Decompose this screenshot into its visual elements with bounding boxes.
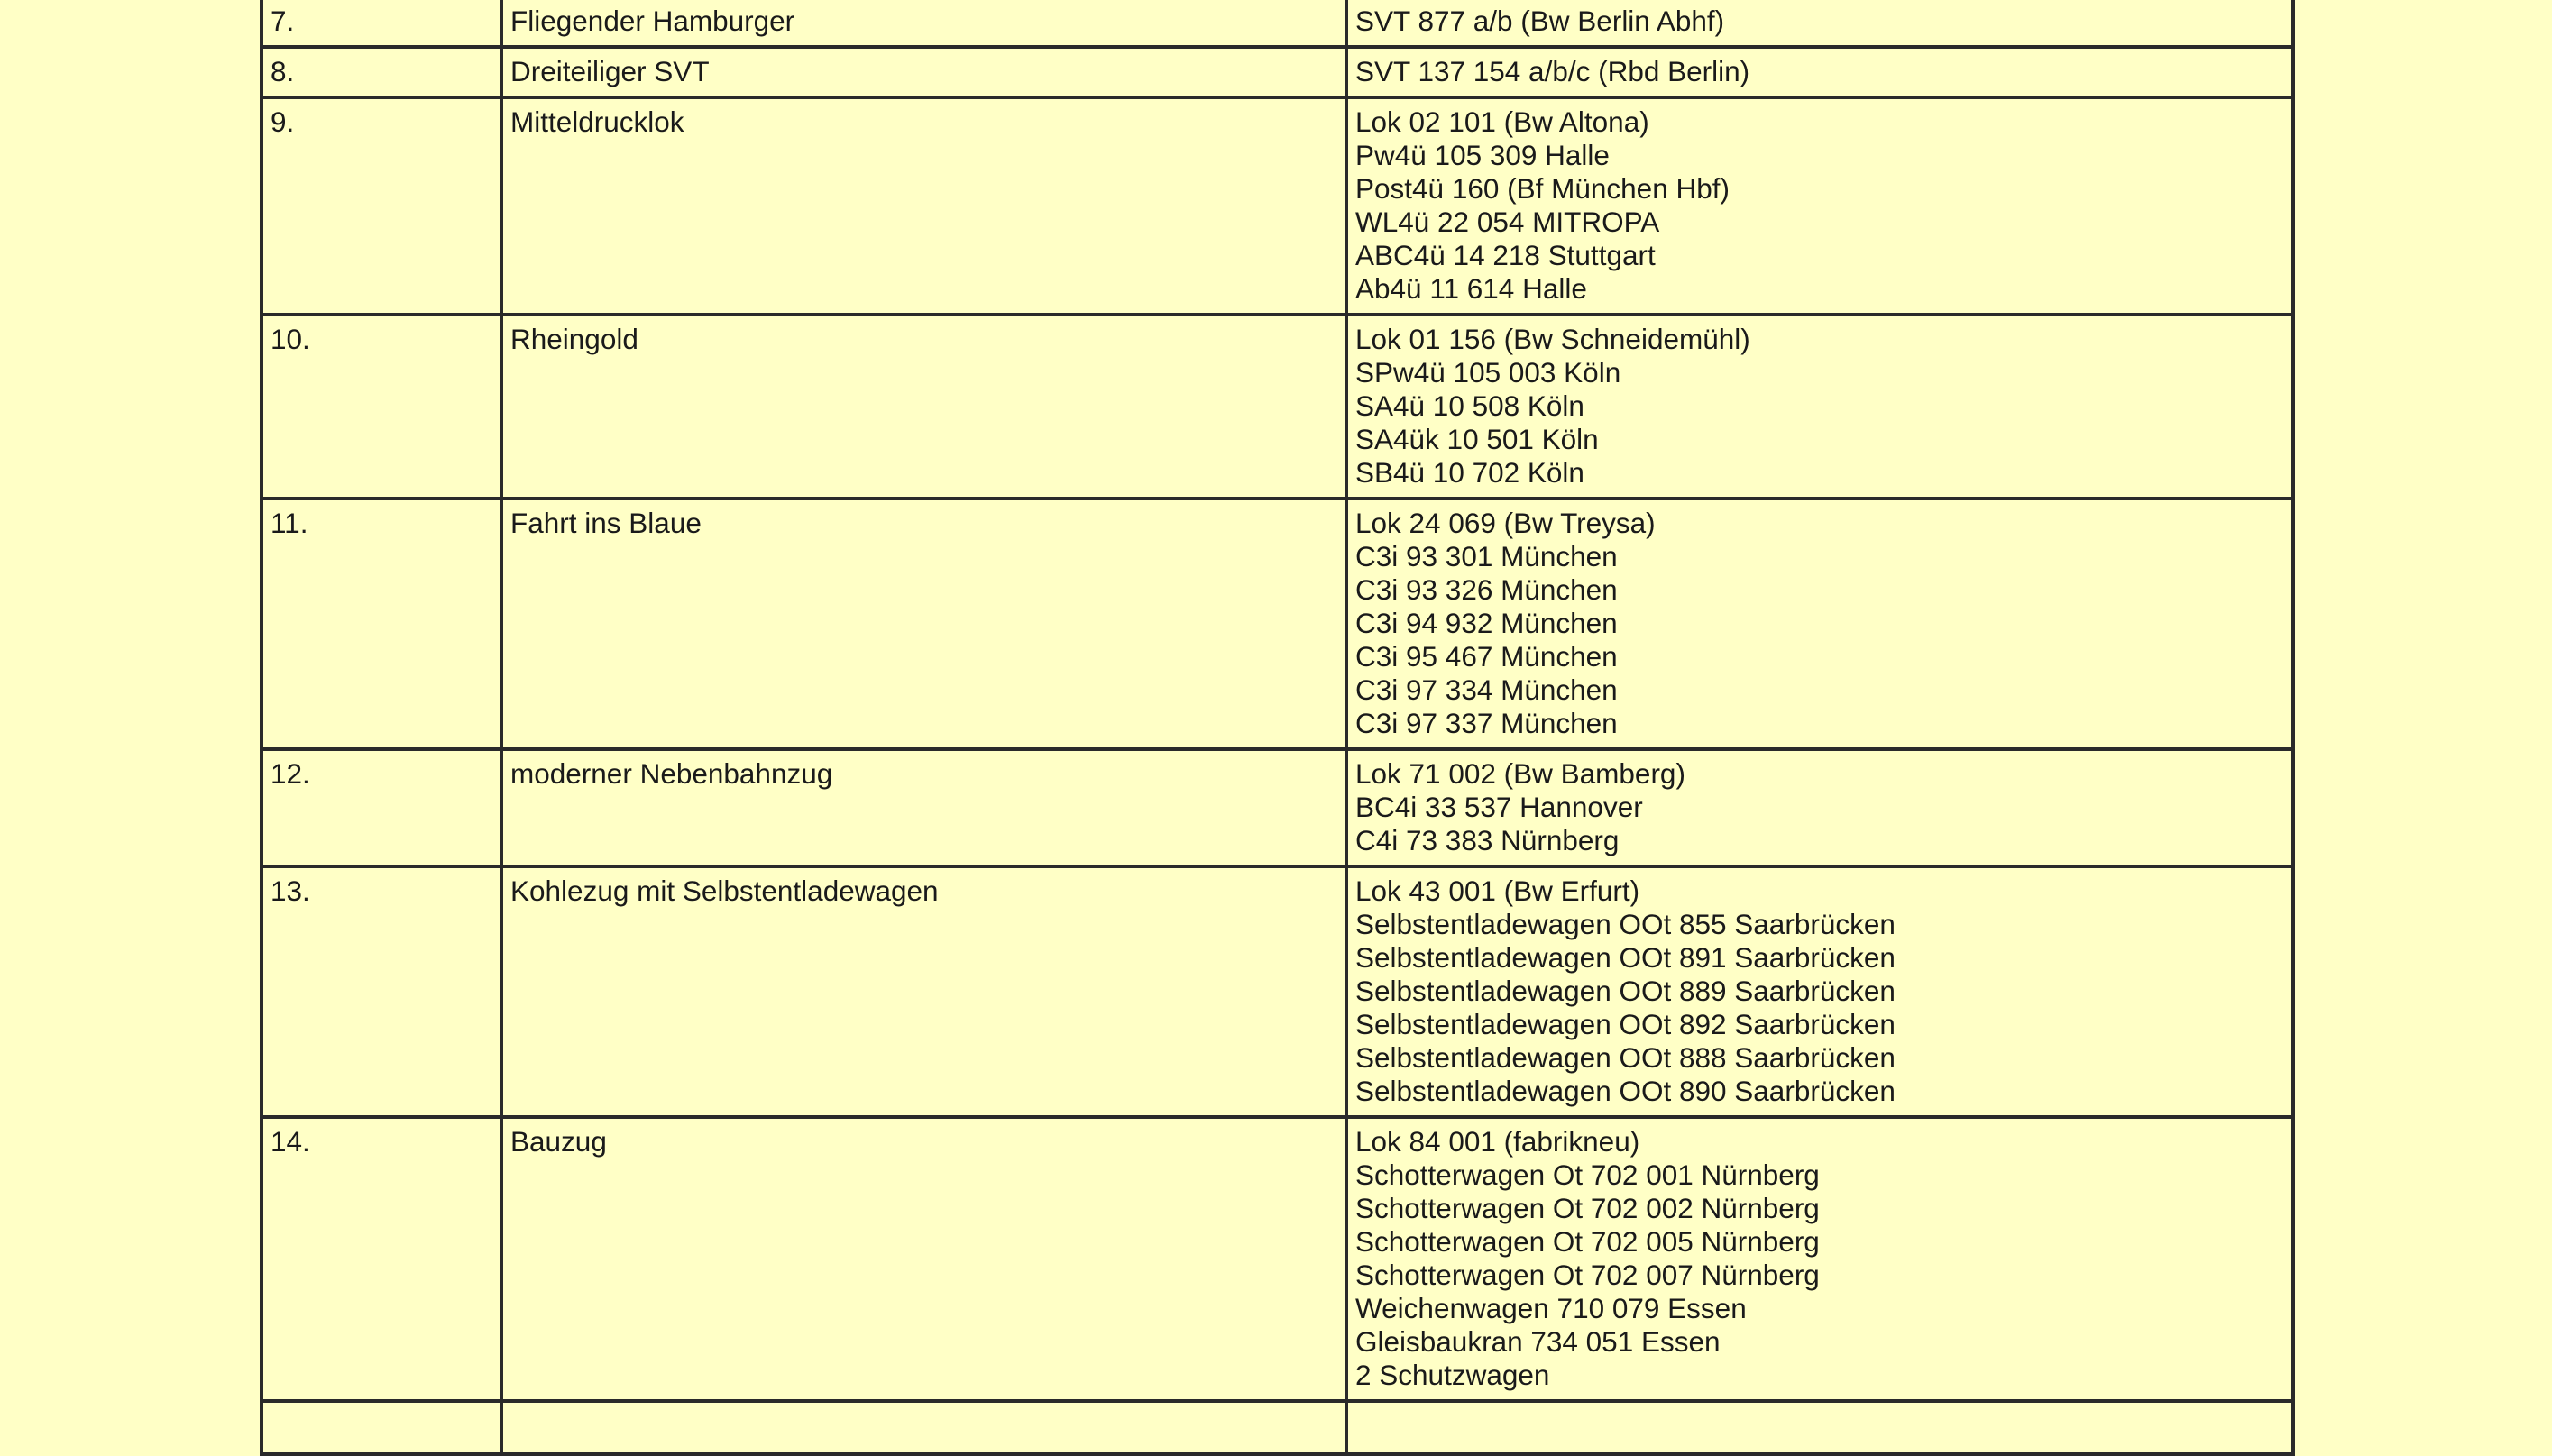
train-name: Bauzug	[510, 1125, 607, 1158]
train-number: 10.	[271, 323, 310, 355]
consist-line: SVT 877 a/b (Bw Berlin Abhf)	[1355, 5, 1725, 37]
train-consist-cell	[1346, 866, 2293, 1117]
train-number: 11.	[271, 507, 308, 539]
consist-line: C3i 97 334 München	[1355, 673, 1618, 706]
table-row	[262, 866, 2293, 1117]
train-table	[260, 0, 2295, 1456]
consist-line: SPw4ü 105 003 Köln	[1355, 356, 1621, 389]
consist-line: Selbstentladewagen OOt 889 Saarbrücken	[1355, 975, 1896, 1007]
table-row	[262, 0, 2293, 47]
train-number: 14.	[271, 1125, 310, 1158]
train-number: 8.	[271, 55, 295, 87]
train-name: moderner Nebenbahnzug	[510, 757, 833, 790]
train-name-cell	[501, 47, 1346, 97]
consist-line: Lok 02 101 (Bw Altona)	[1355, 105, 1649, 138]
consist-line: Schotterwagen Ot 702 007 Nürnberg	[1355, 1259, 1820, 1291]
train-name: Kohlezug mit Selbstentladewagen	[510, 875, 939, 907]
consist-line: Lok 24 069 (Bw Treysa)	[1355, 507, 1656, 539]
train-consist-cell	[1346, 0, 2293, 47]
train-consist-cell	[1346, 1117, 2293, 1401]
train-name: Dreiteiliger SVT	[510, 55, 710, 87]
train-name-cell	[501, 97, 1346, 315]
train-name: Fliegender Hamburger	[510, 5, 795, 37]
consist-line: SVT 137 154 a/b/c (Rbd Berlin)	[1355, 55, 1750, 87]
train-name-cell	[501, 749, 1346, 866]
consist-line: Gleisbaukran 734 051 Essen	[1355, 1325, 1721, 1358]
train-name: Mitteldrucklok	[510, 105, 684, 138]
train-consist-cell	[1346, 97, 2293, 315]
train-name-cell	[501, 315, 1346, 499]
train-number-cell	[262, 97, 501, 315]
train-name-cell	[501, 1117, 1346, 1401]
train-number-cell	[262, 866, 501, 1117]
train-consist-cell	[1346, 499, 2293, 749]
empty-cell	[1346, 1401, 2293, 1454]
table-row	[262, 97, 2293, 315]
consist-line: WL4ü 22 054 MITROPA	[1355, 206, 1660, 238]
consist-line: Schotterwagen Ot 702 002 Nürnberg	[1355, 1192, 1820, 1224]
consist-line: Selbstentladewagen OOt 890 Saarbrücken	[1355, 1075, 1896, 1107]
train-name: Fahrt ins Blaue	[510, 507, 702, 539]
consist-line: C3i 95 467 München	[1355, 640, 1618, 673]
consist-line: C4i 73 383 Nürnberg	[1355, 824, 1620, 856]
train-table-body	[262, 0, 2293, 1454]
train-consist-cell	[1346, 47, 2293, 97]
consist-line: Ab4ü 11 614 Halle	[1355, 272, 1587, 305]
consist-line: Weichenwagen 710 079 Essen	[1355, 1292, 1747, 1324]
empty-cell	[501, 1401, 1346, 1454]
consist-line: Schotterwagen Ot 702 001 Nürnberg	[1355, 1158, 1820, 1191]
train-number: 12.	[271, 757, 310, 790]
train-number-cell	[262, 0, 501, 47]
consist-line: C3i 94 932 München	[1355, 607, 1618, 639]
consist-line: SB4ü 10 702 Köln	[1355, 456, 1584, 489]
train-number: 9.	[271, 105, 295, 138]
consist-line: Selbstentladewagen OOt 888 Saarbrücken	[1355, 1041, 1896, 1074]
train-number-cell	[262, 749, 501, 866]
table-row	[262, 1117, 2293, 1401]
train-number-cell	[262, 1117, 501, 1401]
table-row	[262, 315, 2293, 499]
consist-line: C3i 93 326 München	[1355, 573, 1618, 606]
table-row	[262, 749, 2293, 866]
train-number-cell	[262, 499, 501, 749]
consist-line: Post4ü 160 (Bf München Hbf)	[1355, 172, 1730, 205]
consist-line: Selbstentladewagen OOt 891 Saarbrücken	[1355, 941, 1896, 974]
consist-line: Lok 84 001 (fabrikneu)	[1355, 1125, 1640, 1158]
train-name-cell	[501, 0, 1346, 47]
train-consist-cell	[1346, 315, 2293, 499]
table-row	[262, 499, 2293, 749]
train-number: 13.	[271, 875, 310, 907]
train-number-cell	[262, 315, 501, 499]
train-number-cell	[262, 47, 501, 97]
consist-line: Selbstentladewagen OOt 892 Saarbrücken	[1355, 1008, 1896, 1040]
train-name-cell	[501, 866, 1346, 1117]
train-name: Rheingold	[510, 323, 638, 355]
table-row	[262, 47, 2293, 97]
consist-line: SA4ük 10 501 Köln	[1355, 423, 1599, 455]
consist-line: C3i 97 337 München	[1355, 707, 1618, 739]
consist-line: 2 Schutzwagen	[1355, 1359, 1550, 1391]
consist-line: C3i 93 301 München	[1355, 540, 1618, 572]
table-row-cut-off	[262, 1401, 2293, 1454]
consist-line: Lok 43 001 (Bw Erfurt)	[1355, 875, 1640, 907]
train-number: 7.	[271, 5, 295, 37]
consist-line: Lok 71 002 (Bw Bamberg)	[1355, 757, 1685, 790]
consist-line: ABC4ü 14 218 Stuttgart	[1355, 239, 1656, 271]
consist-line: Schotterwagen Ot 702 005 Nürnberg	[1355, 1225, 1820, 1258]
consist-line: SA4ü 10 508 Köln	[1355, 389, 1584, 422]
train-consist-cell	[1346, 749, 2293, 866]
consist-line: Pw4ü 105 309 Halle	[1355, 139, 1610, 171]
consist-line: Selbstentladewagen OOt 855 Saarbrücken	[1355, 908, 1896, 940]
empty-cell	[262, 1401, 501, 1454]
train-table-container	[260, 0, 2291, 1456]
consist-line: Lok 01 156 (Bw Schneidemühl)	[1355, 323, 1750, 355]
train-name-cell	[501, 499, 1346, 749]
consist-line: BC4i 33 537 Hannover	[1355, 791, 1643, 823]
